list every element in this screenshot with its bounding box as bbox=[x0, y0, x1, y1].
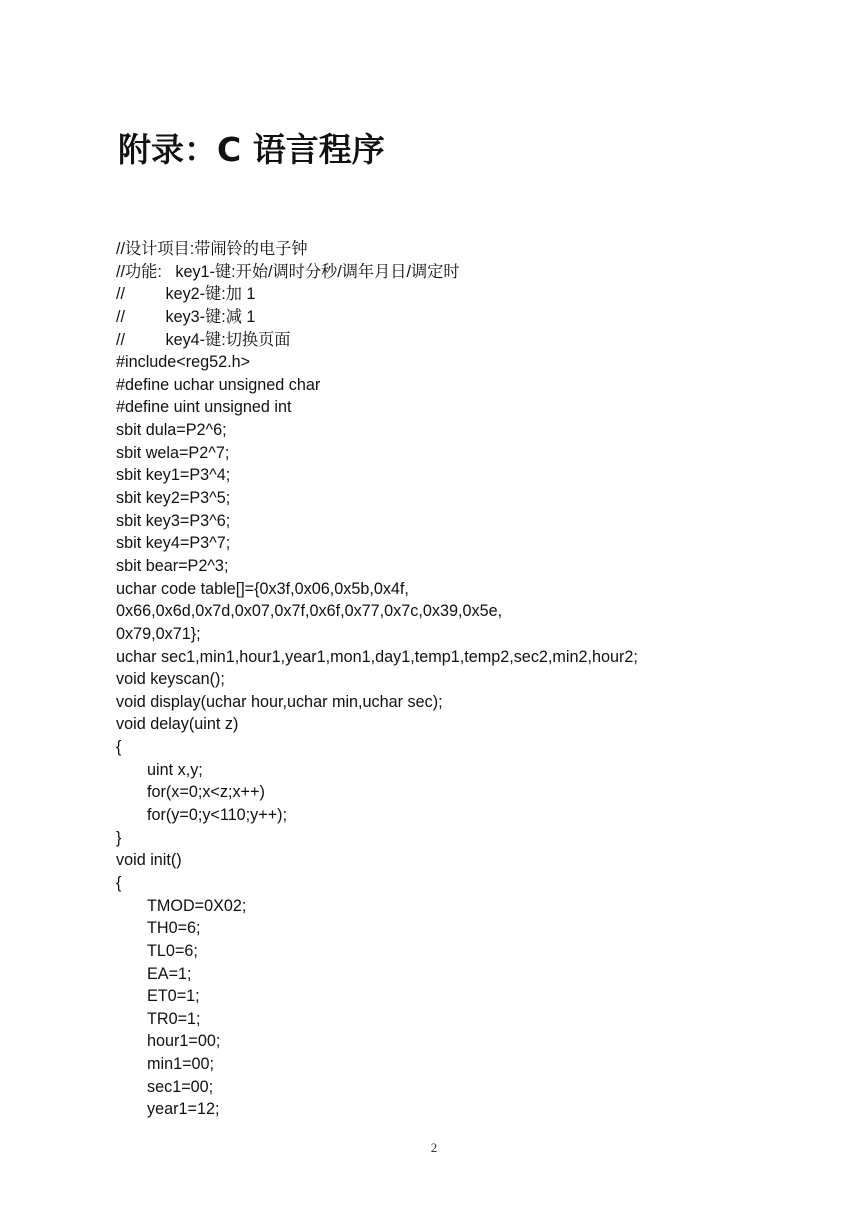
code-line: EA=1; bbox=[147, 964, 192, 983]
code-line: 0x66,0x6d,0x7d,0x07,0x7f,0x6f,0x77,0x7c,0x39,0x5e, bbox=[116, 602, 503, 621]
code-line: sbit dula=P2^6; bbox=[116, 421, 227, 440]
code-line: //功能: key1-键:开始/调时分秒/调年月日/调定时 bbox=[116, 262, 460, 281]
code-line: min1=00; bbox=[147, 1055, 215, 1074]
code-line: void keyscan(); bbox=[116, 670, 225, 689]
code-line: sbit wela=P2^7; bbox=[116, 443, 230, 462]
code-line: void init() bbox=[116, 851, 182, 870]
code-line: TL0=6; bbox=[147, 941, 198, 960]
code-line: #define uchar unsigned char bbox=[116, 375, 321, 394]
code-line: hour1=00; bbox=[147, 1032, 221, 1051]
code-line: void display(uchar hour,uchar min,uchar sec); bbox=[116, 692, 443, 711]
code-line: // key2-键:加 1 bbox=[116, 285, 256, 304]
code-line: sec1=00; bbox=[147, 1077, 214, 1096]
code-line: //设计项目:带闹铃的电子钟 bbox=[116, 240, 308, 258]
page-number: 2 bbox=[430, 1140, 438, 1155]
code-line: } bbox=[116, 828, 122, 847]
code-line: ET0=1; bbox=[147, 987, 200, 1006]
code-line: sbit key4=P3^7; bbox=[116, 534, 231, 553]
code-listing bbox=[116, 238, 836, 1121]
code-line: TR0=1; bbox=[147, 1009, 201, 1028]
code-line: #define uint unsigned int bbox=[116, 398, 292, 417]
code-line: uchar code table[]={0x3f,0x06,0x5b,0x4f, bbox=[116, 579, 409, 598]
code-line: // key3-键:减 1 bbox=[116, 307, 256, 326]
code-line: #include<reg52.h> bbox=[116, 353, 251, 372]
code-line: sbit key3=P3^6; bbox=[116, 511, 231, 530]
code-line: for(x=0;x<z;x++) bbox=[147, 783, 265, 802]
appendix-heading: 附录：C 语言程序 bbox=[118, 130, 385, 169]
code-line: 0x79,0x71}; bbox=[116, 624, 201, 643]
code-line: year1=12; bbox=[147, 1100, 220, 1119]
code-line: for(y=0;y<110;y++); bbox=[147, 806, 288, 825]
code-line: { bbox=[116, 873, 122, 892]
code-line: sbit bear=P2^3; bbox=[116, 556, 229, 575]
code-line: // key4-键:切换页面 bbox=[116, 330, 291, 349]
code-line: { bbox=[116, 738, 122, 757]
code-line: uchar sec1,min1,hour1,year1,mon1,day1,temp1,temp2,sec2,min2,hour2; bbox=[116, 647, 638, 666]
code-line: sbit key2=P3^5; bbox=[116, 489, 231, 508]
code-line: TMOD=0X02; bbox=[147, 896, 247, 915]
code-line: void delay(uint z) bbox=[116, 715, 239, 734]
code-line: TH0=6; bbox=[147, 919, 201, 938]
code-line: sbit key1=P3^4; bbox=[116, 466, 231, 485]
code-line: uint x,y; bbox=[147, 760, 203, 779]
